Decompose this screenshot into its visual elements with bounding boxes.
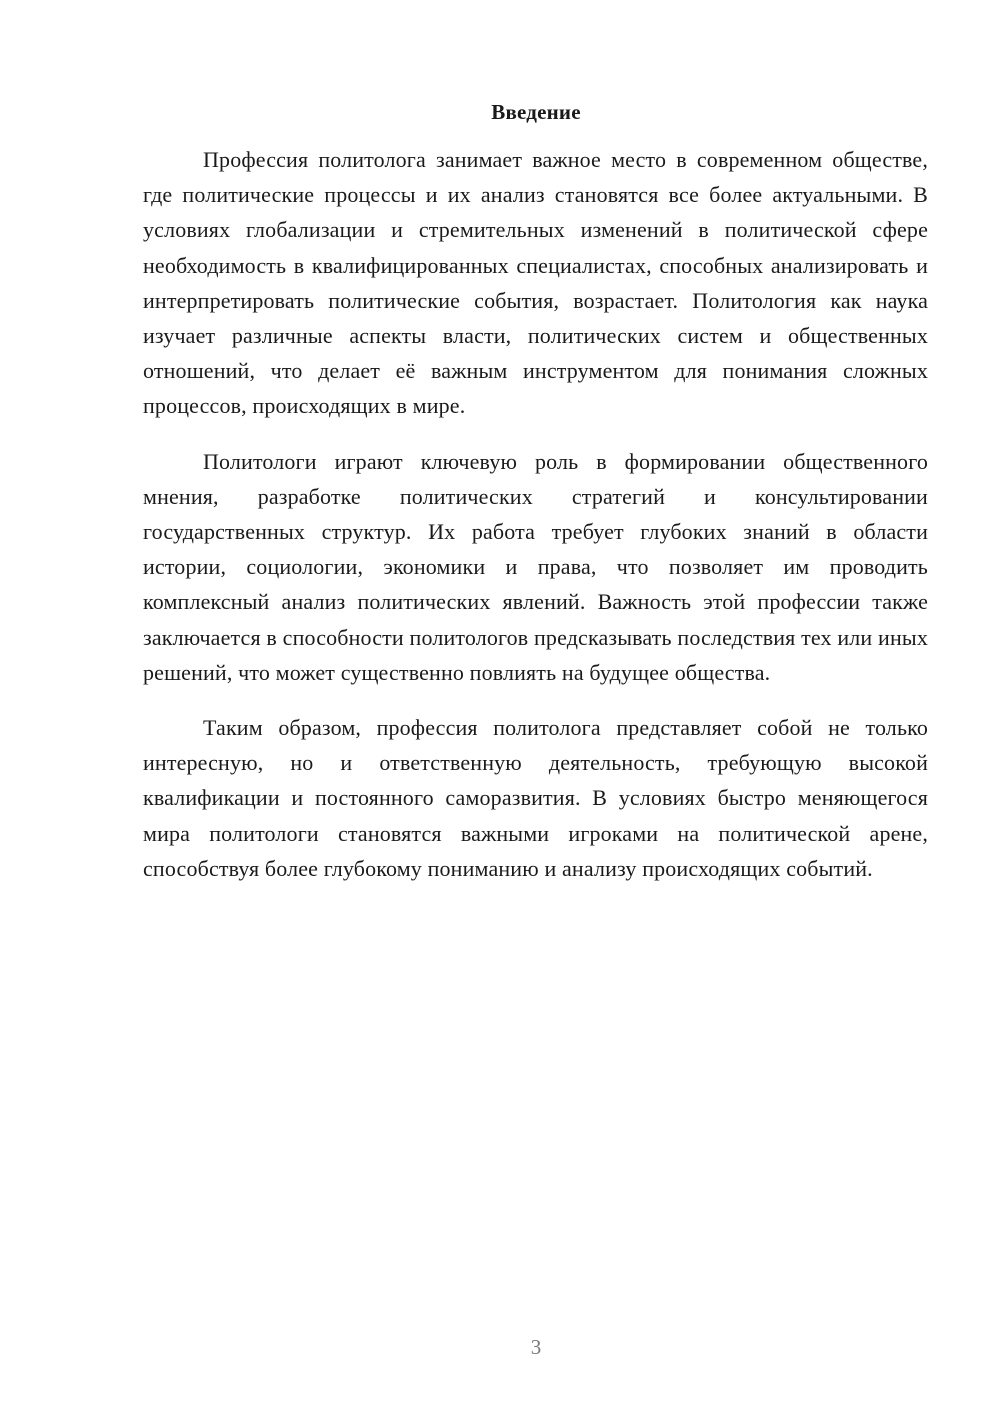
- section-heading: Введение: [491, 100, 581, 124]
- paragraph-1: Профессия политолога занимает важное место в современном обществе, где политические процессы и их анализ становятся все более актуальными. В условиях глобализации и стремительных изменений в политической сфере необходимость в квалифицированных специалистах, способных анализировать и интерпретировать политические события, возрастает. Политология как наука изучает различные аспекты власти, политических систем и общественных отношений, что делает её важным инструментом для понимания сложных процессов, происходящих в мире.: [143, 147, 928, 419]
- body-text: [143, 142, 928, 906]
- paragraph-2: Политологи играют ключевую роль в формировании общественного мнения, разработке политических стратегий и консультировании государственных структур. Их работа требует глубоких знаний в области истории, социологии, экономики и права, что позволяет им проводить комплексный анализ политических явлений. Важность этой профессии также заключается в способности политологов предсказывать последствия тех или иных решений, что может существенно повлиять на будущее общества.: [143, 448, 928, 685]
- page-number: 3: [530, 1335, 542, 1359]
- paragraph-3: Таким образом, профессия политолога представляет собой не только интересную, но и ответственную деятельность, требующую высокой квалификации и постоянного саморазвития. В условиях быстро меняющегося мира политологи становятся важными игроками на политической арене, способствуя более глубокому пониманию и анализу происходящих событий.: [143, 715, 928, 881]
